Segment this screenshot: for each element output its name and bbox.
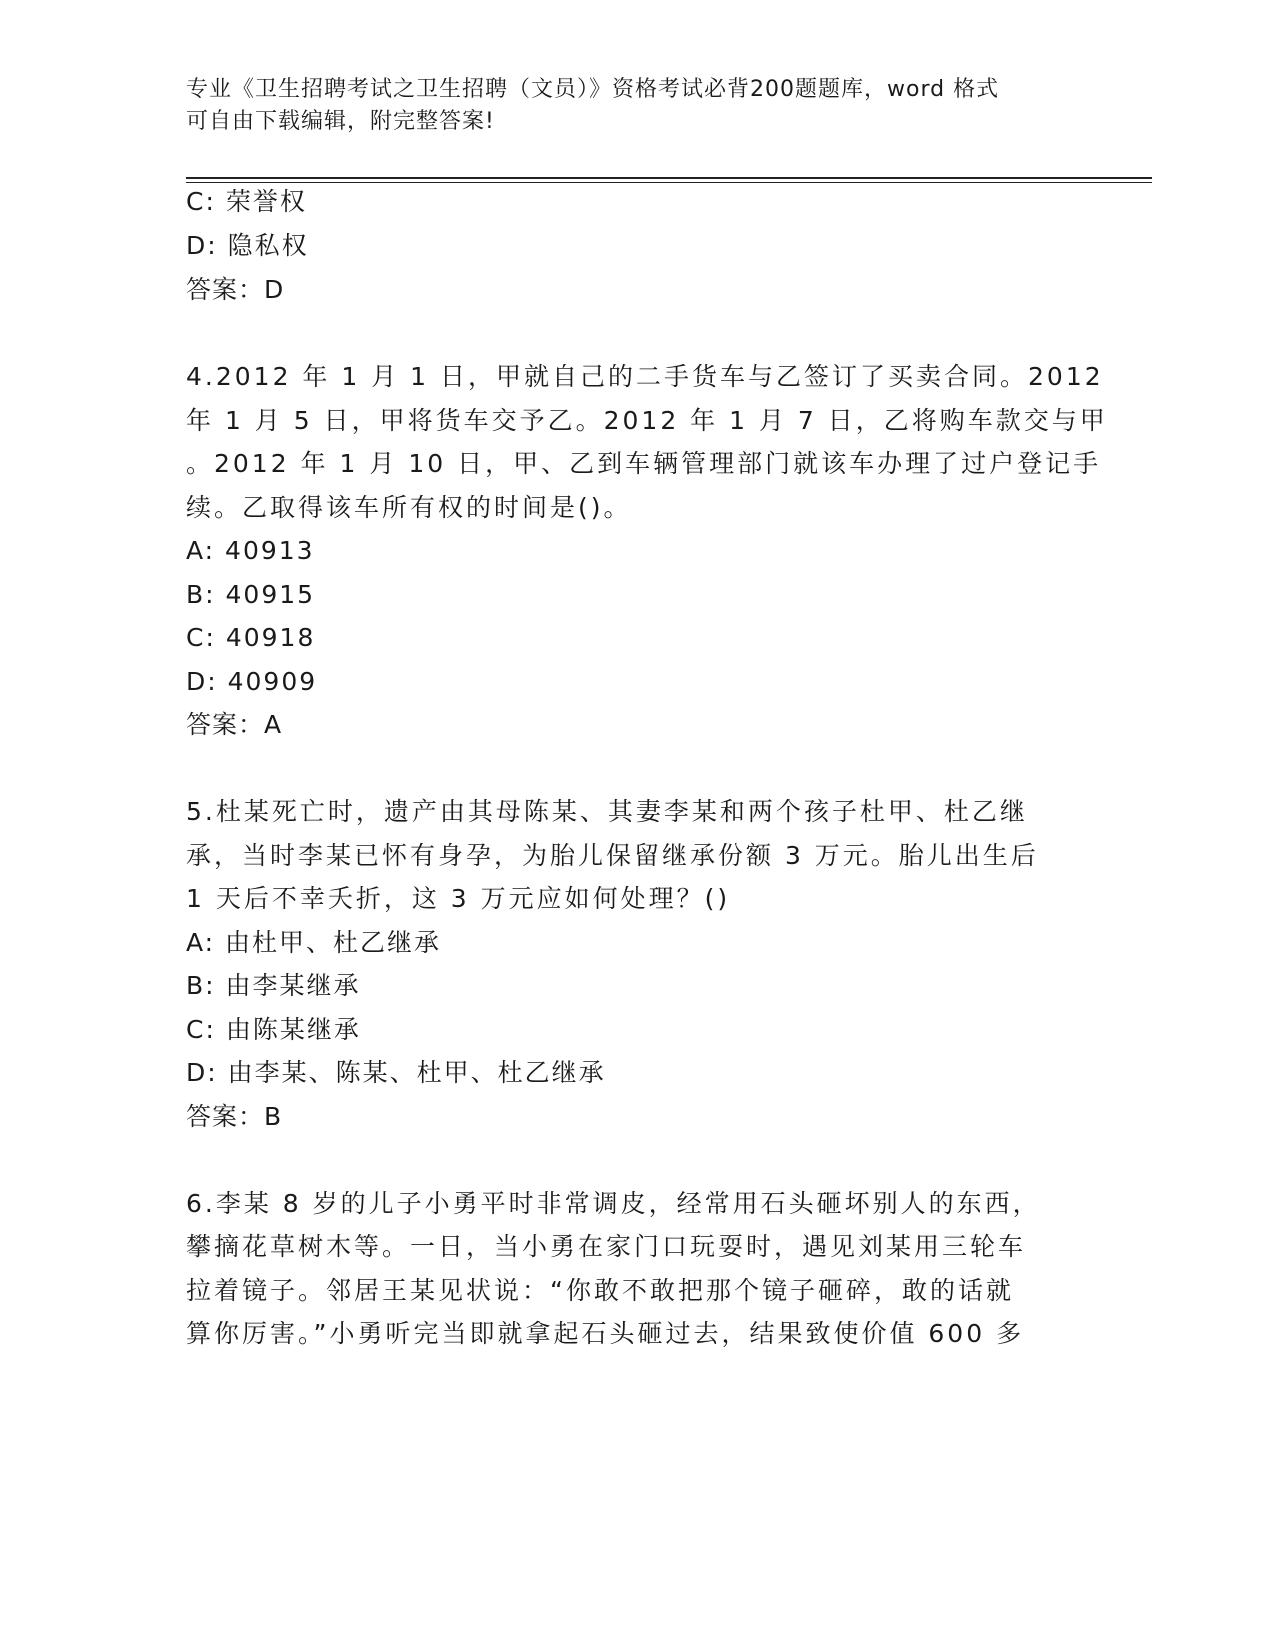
q3-option-d: D: 隐私权 — [186, 231, 309, 260]
header-title-line-2: 可自由下载编辑，附完整答案! — [186, 109, 495, 134]
q5-option-b: B: 由李某继承 — [186, 971, 361, 1000]
q4-stem-line-3: 。2012 年 1 月 10 日，甲、乙到车辆管理部门就该车办理了过户登记手 — [186, 449, 1102, 478]
q5-answer: 答案：B — [186, 1102, 283, 1131]
q5-option-c: C: 由陈某继承 — [186, 1015, 361, 1044]
q6-stem-line-3: 拉着镜子。邻居王某见状说：“你敢不敢把那个镜子砸碎，敢的话就 — [186, 1276, 1014, 1305]
q4-option-b: B: 40915 — [186, 580, 316, 609]
q4-option-c: C: 40918 — [186, 623, 316, 652]
q5-option-a: A: 由杜甲、杜乙继承 — [186, 928, 442, 957]
q6-stem-line-2: 攀摘花草树木等。一日，当小勇在家门口玩耍时，遇见刘某用三轮车 — [186, 1232, 1027, 1261]
q4-option-d: D: 40909 — [186, 667, 318, 696]
q5-stem-line-2: 承，当时李某已怀有身孕，为胎儿保留继承份额 3 万元。胎儿出生后 — [186, 841, 1039, 870]
header-title-line-1: 专业《卫生招聘考试之卫生招聘（文员）》资格考试必背200题题库，word 格式 — [186, 77, 1000, 102]
q4-stem-line-4: 续。乙取得该车所有权的时间是()。 — [186, 493, 632, 522]
q4-answer: 答案：A — [186, 710, 283, 739]
document-header — [186, 74, 1066, 138]
q4-option-a: A: 40913 — [186, 536, 315, 565]
q3-option-c: C: 荣誉权 — [186, 187, 307, 216]
q5-stem-line-1: 5.杜某死亡时，遗产由其母陈某、其妻李某和两个孩子杜甲、杜乙继 — [186, 797, 1028, 826]
q6-stem-line-4: 算你厉害。”小勇听完当即就拿起石头砸过去，结果致使价值 600 多 — [186, 1319, 1025, 1348]
q3-answer: 答案：D — [186, 275, 285, 304]
q4-stem-line-2: 年 1 月 5 日，甲将货车交予乙。2012 年 1 月 7 日，乙将购车款交与甲 — [186, 406, 1108, 435]
q5-option-d: D: 由李某、陈某、杜甲、杜乙继承 — [186, 1058, 606, 1087]
header-rule-thin — [186, 182, 1152, 183]
header-rule-thick — [186, 177, 1152, 179]
q6-stem-line-1: 6.李某 8 岁的儿子小勇平时非常调皮，经常用石头砸坏别人的东西， — [186, 1189, 1041, 1218]
q4-stem-line-1: 4.2012 年 1 月 1 日，甲就自己的二手货车与乙签订了买卖合同。2012 — [186, 362, 1104, 391]
q5-stem-line-3: 1 天后不幸夭折，这 3 万元应如何处理？() — [186, 884, 731, 913]
